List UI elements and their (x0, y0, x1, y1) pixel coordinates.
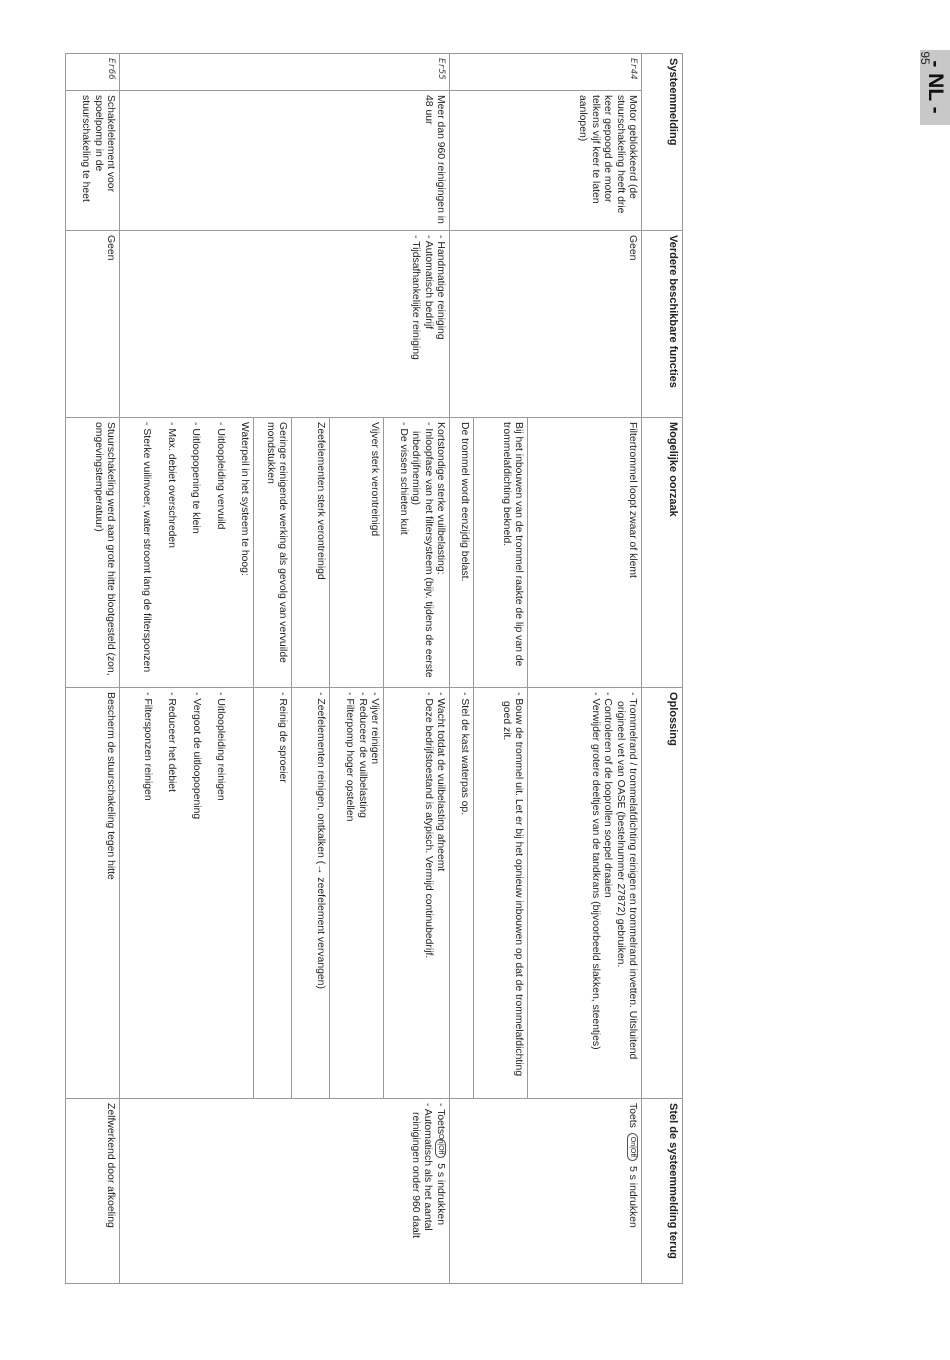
oplossing-list (499, 692, 524, 1094)
terug-suffix: 5 s indrukken (626, 1166, 638, 1228)
page-number: 95 (918, 51, 932, 65)
terug-list (408, 1103, 446, 1279)
list-item: - Reduceer het debiet (165, 692, 177, 1094)
table-row (66, 54, 120, 1284)
error-code-er66: Er66 (66, 54, 120, 91)
melding-er66: Schakelelement voor spoelpomp in de stuurschakeling te heet (66, 91, 120, 231)
list-item: - Controleren of de looprollen soepel draaien (601, 692, 613, 1094)
header-oplossing: Oplossing (642, 688, 683, 1099)
oplossing-list (458, 692, 470, 1094)
oplossing-cell (120, 688, 254, 1099)
oplossing-cell (528, 688, 642, 1099)
list-item: - De vissen schieten kuit (396, 422, 408, 683)
table-row (384, 54, 450, 1284)
melding-er55: Meer dan 960 reinigingen in 48 uur (120, 91, 450, 231)
terug-er66: Zelfwerkend door afkoeling (66, 1099, 120, 1284)
list-item: - Automatisch bedrijf (421, 235, 433, 413)
oplossing-list (588, 692, 638, 1094)
terug-er55 (120, 1099, 450, 1284)
oorzaak-cell: Bij het inbouwen van de trommel raakte de lip van de trommelafdichting bekneld. (474, 418, 528, 688)
functies-er44: Geen (450, 231, 642, 418)
header-oorzaak: Mogelijke oorzaak (642, 418, 683, 688)
header-functies: Verdere beschikbare functies (642, 231, 683, 418)
list-item: - Bouw de trommel uit. Let er bij het opnieuw inbouwen op dat de trommelafdichting goed zit. (499, 692, 524, 1094)
oplossing-list (343, 692, 380, 1094)
oplossing-list (314, 692, 326, 1094)
oplossing-cell: Bescherm de stuurschakeling tegen hitte (66, 688, 120, 1099)
oplossing-list (140, 692, 226, 1094)
list-item: - Uitloopleiding reinigen (214, 692, 226, 1094)
onoff-key-icon: On|Off (435, 1139, 446, 1158)
list-item: - Uitloopopening te klein (189, 422, 201, 683)
melding-er44: Motor geblokkeerd (de stuurschakeling heeft drie keer gepoogd de motor telkens vijf keer te laten aanlopen) (450, 91, 642, 231)
functies-er55 (120, 231, 450, 418)
list-item: - Filtersponzen reinigen (140, 692, 152, 1094)
list-item (433, 1103, 446, 1279)
list-item: - Vijver reinigen (368, 692, 380, 1094)
oorzaak-cell: Stuurschakeling werd aan grote hitte blootgesteld (zon, omgevingstemperatuur) (66, 418, 120, 688)
terug-prefix: Toets (434, 1109, 446, 1135)
oorzaak-intro: Waterpeil in het systeem te hoog: (239, 422, 250, 576)
oorzaak-cell: De trommel wordt eenzijdig belast. (450, 418, 474, 688)
header-systemmelding: Systeemmelding (642, 54, 683, 231)
table-row (528, 54, 642, 1284)
list-item: - Reduceer de vuilbelasting (355, 692, 367, 1094)
functies-er66: Geen (66, 231, 120, 418)
list-item: - Uitloopleiding vervuild (213, 422, 225, 683)
terug-er44 (450, 1099, 642, 1284)
list-item: - Inloopfase van het filtersysteem (bijv. tijdens de eerste inbedrijfneming) (409, 422, 434, 683)
oorzaak-cell: Vijver sterk verontreinigd (330, 418, 384, 688)
list-item: - Automatisch als het aantal reinigingen onder 960 daalt (408, 1103, 433, 1279)
error-table (65, 53, 683, 1284)
list-item: - Handmatige reiniging (434, 235, 446, 413)
rotated-table-wrapper (75, 53, 683, 1283)
error-code-er44: Er44 (450, 54, 642, 91)
header-terug: Stel de systeemmelding terug (642, 1099, 683, 1284)
list-item: - Filterpomp hoger opstellen (343, 692, 355, 1094)
list-item: - Trommelrand / trommelafdichting reinigen en trommelrand invetten. Uitsluitend origineel vet van OASE (bestelnummer 27872) gebruiken. (613, 692, 638, 1094)
list-item: - Max. debiet overschreden (164, 422, 176, 683)
oorzaak-cell (120, 418, 254, 688)
list-item: - Reinig de sproeier (276, 692, 288, 1094)
list-item: - Verwijder grotere deeltjes van de tandkrans (bijvoorbeeld slakken, steentjes) (588, 692, 600, 1094)
list-item: - Deze bedrijfstoestand is atypisch. Vermijd continubedrijf. (421, 692, 433, 1094)
oplossing-cell (384, 688, 450, 1099)
list-item: - Tijdsafhankelijke reiniging (409, 235, 421, 413)
oplossing-list (276, 692, 288, 1094)
oorzaak-intro: Kortstondige sterke vuilbelasting: (435, 422, 446, 575)
language-label: - NL - (924, 60, 947, 114)
oorzaak-cell: Geringe reinigende werking als gevolg van vervuilde mondstukken (254, 418, 292, 688)
onoff-key-icon: On|Off (627, 1133, 638, 1161)
oplossing-cell (292, 688, 330, 1099)
list-item: - Wacht totdat de vuilbelasting afneemt (434, 692, 446, 1094)
oplossing-cell (474, 688, 528, 1099)
oorzaak-cell: Zeefelementen sterk verontreinigd (292, 418, 330, 688)
oplossing-cell (254, 688, 292, 1099)
oplossing-cell (330, 688, 384, 1099)
list-item: - Zeefelementen reinigen, ontkalken (→ zeefelement vervangen) (314, 692, 326, 1094)
terug-suffix: 5 s indrukken (434, 1163, 446, 1225)
oorzaak-list (396, 422, 433, 683)
list-item: - Sterke vuilinvoer, water stroomt lang de filtersponzen (140, 422, 152, 683)
oplossing-cell (450, 688, 474, 1099)
list-item: - Vergoot de uitloopopening (189, 692, 201, 1094)
oorzaak-cell: Filtertrommel loopt zwaar of klemt (528, 418, 642, 688)
functies-list (409, 235, 446, 413)
oorzaak-cell (384, 418, 450, 688)
error-code-er55: Er55 (120, 54, 450, 91)
header-row (642, 54, 683, 1284)
oorzaak-list (140, 422, 226, 683)
terug-prefix: Toets (626, 1103, 638, 1128)
oplossing-list (421, 692, 446, 1094)
list-item: - Stel de kast waterpas op. (458, 692, 470, 1094)
